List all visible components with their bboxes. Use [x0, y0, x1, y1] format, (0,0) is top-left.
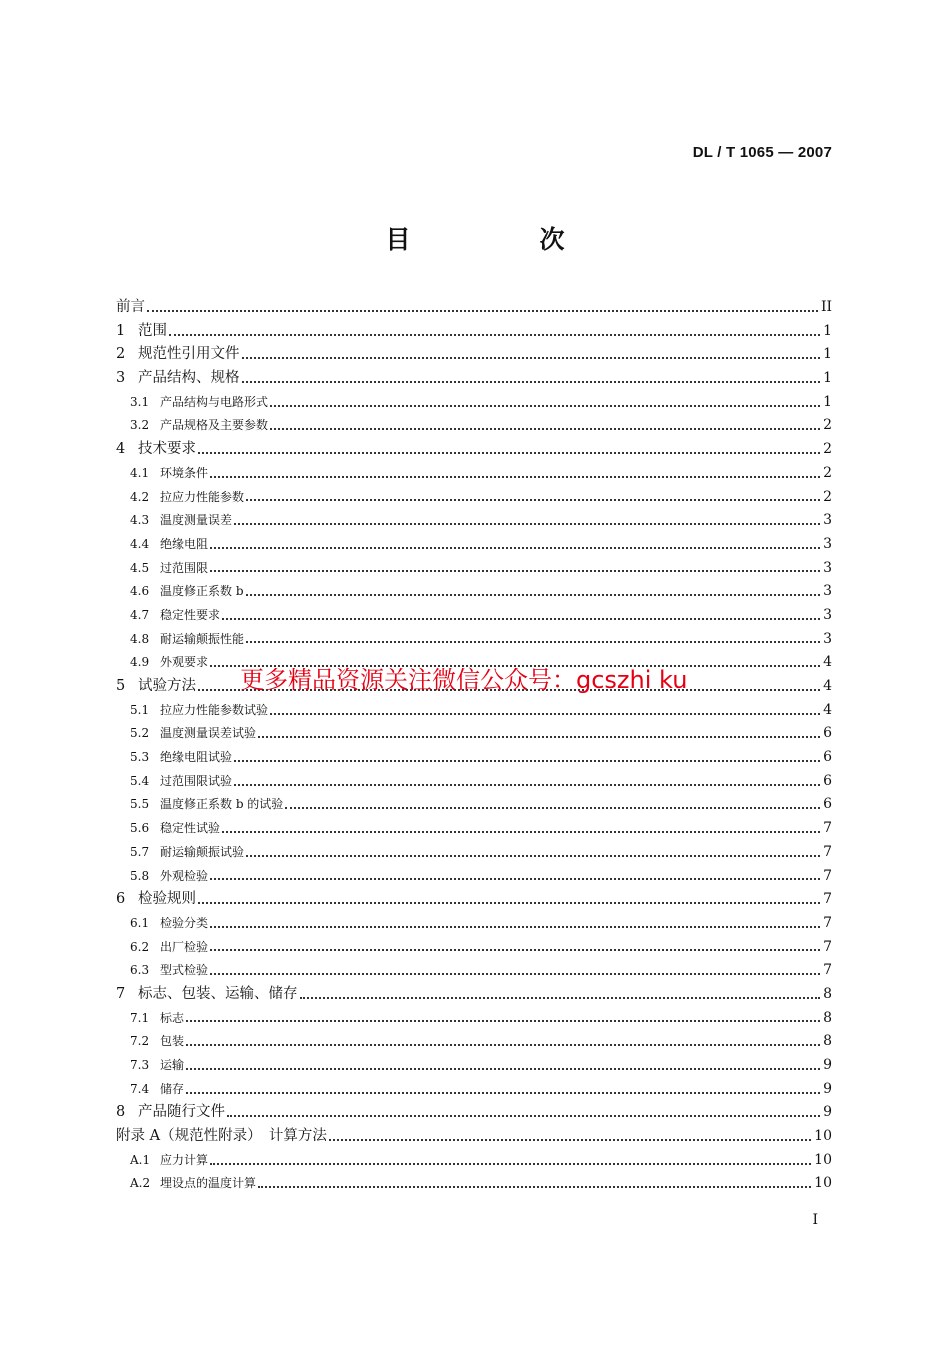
toc-entry-page: 1 [823, 322, 832, 339]
toc-entry [116, 486, 832, 510]
toc-entry-page: 2 [823, 441, 832, 458]
toc-entry-page: 3 [823, 606, 832, 623]
toc-entry [116, 438, 832, 462]
toc-entry [116, 1101, 832, 1125]
toc-entry-label: 环境条件 [160, 465, 209, 480]
toc-entry-label: 过范围限 [160, 560, 209, 575]
toc-entry-page: 7 [823, 914, 832, 931]
toc-entry-number: 7.3 [130, 1058, 150, 1072]
toc-leader-dots [186, 1083, 820, 1097]
toc-entry [116, 699, 832, 723]
toc-leader-dots [246, 585, 821, 599]
toc-entry-page: 8 [823, 1009, 832, 1026]
toc-entry-number: 4.6 [130, 584, 150, 599]
toc-leader-dots [270, 396, 820, 410]
toc-entry-label: 耐运输颠振性能 [160, 631, 245, 646]
toc-entry-page: 1 [823, 393, 832, 410]
toc-entry [116, 604, 832, 628]
toc-entry [116, 1054, 832, 1078]
toc-entry-number: 5.6 [130, 821, 150, 836]
toc-entry [116, 320, 832, 344]
toc-entry-label: 型式检验 [160, 963, 209, 978]
toc-entry-label: 拉应力性能参数 [160, 489, 245, 504]
toc-entry-page: 6 [823, 725, 832, 742]
toc-entry [116, 936, 832, 960]
toc-leader-dots [210, 538, 820, 552]
toc-entry-number: 5.2 [130, 726, 150, 741]
toc-entry-page: 7 [823, 867, 832, 884]
toc-entry-number: 6.2 [130, 939, 150, 954]
toc-leader-dots [210, 917, 820, 931]
toc-entry-number: 7.4 [130, 1081, 150, 1096]
toc-leader-dots [210, 467, 820, 481]
toc-entry-page: II [820, 299, 832, 315]
toc-entry-number: 6 [116, 891, 126, 908]
toc-leader-dots [210, 964, 820, 978]
toc-leader-dots [246, 490, 820, 504]
toc-leader-dots [147, 301, 818, 315]
toc-entry [116, 1172, 832, 1196]
toc-entry [116, 580, 832, 604]
toc-entry [116, 343, 832, 367]
toc-leader-dots [198, 443, 820, 457]
toc-entry [116, 533, 832, 557]
toc-entry-number: 5.8 [130, 868, 150, 883]
toc-entry-label: 拉应力性能参数试验 [160, 702, 269, 717]
toc-entry-number: 4.5 [130, 560, 150, 575]
toc-entry-label: 范围 [138, 322, 167, 339]
toc-entry-page: 9 [823, 1080, 832, 1097]
toc-entry-page: 7 [823, 891, 832, 908]
toc-entry [116, 959, 832, 983]
toc-entry-number: 3 [116, 370, 126, 387]
toc-entry [116, 841, 832, 865]
toc-entry-label: 产品规格及主要参数 [160, 418, 269, 433]
toc-entry-label: 技术要求 [138, 441, 196, 458]
toc-entry-label: 温度测量误差试验 [160, 726, 257, 741]
toc-entry-page: 8 [823, 1033, 832, 1050]
toc-entry-label: 温度修正系数 b 的试验 [160, 797, 284, 812]
toc-entry-number: 5.5 [130, 797, 150, 812]
toc-leader-dots [210, 869, 820, 883]
toc-entry [116, 391, 832, 415]
toc-entry-page: 4 [823, 701, 832, 718]
toc-leader-dots [300, 988, 821, 1002]
toc-entry-label: 温度测量误差 [160, 513, 233, 528]
toc-leader-dots [210, 940, 820, 954]
toc-entry-label: 稳定性试验 [160, 821, 221, 836]
toc-entry-label: 产品结构、规格 [138, 370, 240, 387]
toc-entry-page: 7 [823, 820, 832, 837]
toc-entry-page: 8 [823, 985, 832, 1002]
toc-entry-label: 试验方法 [138, 678, 196, 694]
toc-entry-label: 绝缘电阻 [160, 536, 209, 551]
toc-entry-page: 6 [823, 796, 832, 813]
toc-leader-dots [258, 727, 820, 741]
toc-entry-label: 运输 [160, 1058, 185, 1072]
toc-entry-number: 7.2 [130, 1034, 150, 1049]
toc-entry-number: 3.2 [130, 418, 150, 433]
toc-entry-number: 7.1 [130, 1010, 150, 1025]
toc-leader-dots [242, 372, 821, 386]
toc-leader-dots [258, 1177, 811, 1191]
toc-entry [116, 793, 832, 817]
toc-entry-number: 7 [116, 985, 126, 1002]
toc-entry-label: 绝缘电阻试验 [160, 750, 233, 765]
toc-entry [116, 1078, 832, 1102]
toc-leader-dots [234, 751, 820, 765]
toc-entry-label: 埋设点的温度计算 [160, 1176, 257, 1191]
toc-entry-number: A.1 [130, 1152, 151, 1167]
toc-entry [116, 722, 832, 746]
toc-leader-dots [242, 348, 821, 362]
toc-entry-label: 外观检验 [160, 868, 209, 883]
toc-entry-number: 2 [116, 346, 126, 363]
toc-leader-dots [329, 1130, 811, 1144]
toc-entry-number: 4.7 [130, 607, 150, 622]
toc-leader-dots [234, 775, 820, 789]
toc-entry-page: 1 [823, 370, 832, 387]
toc-leader-dots [198, 893, 820, 907]
table-of-contents [116, 296, 832, 1196]
toc-leader-dots [222, 609, 820, 623]
toc-leader-dots [227, 1106, 820, 1120]
toc-entry-number: 1 [116, 322, 126, 339]
toc-entry [116, 865, 832, 889]
toc-entry-number: 5.7 [130, 844, 150, 859]
toc-entry [116, 367, 832, 391]
toc-entry-label: 储存 [160, 1081, 185, 1096]
toc-entry-label: 耐运输颠振试验 [160, 844, 245, 859]
toc-entry [116, 1030, 832, 1054]
toc-entry-number: 5 [116, 678, 126, 694]
toc-entry-label: 前言 [116, 299, 145, 315]
toc-leader-dots [186, 1035, 820, 1049]
toc-entry-label: 标志 [160, 1010, 185, 1025]
toc-leader-dots [270, 704, 820, 718]
toc-entry [116, 628, 832, 652]
toc-entry-label: 检验规则 [138, 891, 196, 908]
standard-code: DL / T 1065 — 2007 [692, 144, 832, 161]
toc-leader-dots [210, 561, 820, 575]
toc-entry-page: 4 [823, 678, 832, 694]
toc-entry-number: 4.2 [130, 489, 150, 504]
toc-leader-dots [285, 798, 820, 812]
toc-entry-number: 5.3 [130, 750, 150, 765]
toc-leader-dots [246, 846, 820, 860]
toc-entry-number: 4.3 [130, 513, 150, 528]
toc-entry [116, 817, 832, 841]
toc-entry-page: 1 [823, 346, 832, 363]
toc-entry-page: 3 [823, 535, 832, 552]
toc-entry-number: 8 [116, 1104, 126, 1121]
toc-entry-page: 4 [823, 654, 832, 671]
toc-entry-page: 2 [823, 488, 832, 505]
toc-leader-dots [270, 419, 820, 433]
toc-entry [116, 1125, 832, 1149]
toc-entry-number: 6.3 [130, 963, 150, 978]
toc-entry [116, 983, 832, 1007]
toc-entry-page: 3 [823, 630, 832, 647]
toc-entry-label: 外观要求 [160, 655, 209, 670]
toc-entry [116, 770, 832, 794]
toc-entry-number: 4.9 [130, 655, 150, 670]
watermark-text: 更多精品资源关注微信公众号：gcszhi ku [240, 666, 688, 694]
toc-entry [116, 509, 832, 533]
toc-entry [116, 414, 832, 438]
toc-entry-page: 10 [814, 1128, 832, 1145]
toc-entry-page: 10 [814, 1175, 832, 1192]
toc-entry-number: 4 [116, 441, 126, 458]
toc-leader-dots [210, 1154, 811, 1168]
toc-entry-number: 4.1 [130, 465, 150, 480]
toc-entry-page: 3 [823, 559, 832, 576]
toc-entry-label: 过范围限试验 [160, 773, 233, 788]
toc-entry-label: 温度修正系数 b [160, 584, 244, 599]
toc-leader-dots [186, 1059, 820, 1073]
toc-entry-label: 出厂检验 [160, 939, 209, 954]
toc-leader-dots [234, 514, 820, 528]
toc-entry [116, 1149, 832, 1173]
toc-entry-number: A.2 [130, 1176, 151, 1191]
toc-leader-dots [186, 1011, 820, 1025]
toc-entry-number: 3.1 [130, 394, 150, 409]
toc-entry-label: 规范性引用文件 [138, 346, 240, 363]
toc-entry-page: 2 [823, 417, 832, 434]
toc-entry-label: 稳定性要求 [160, 607, 221, 622]
toc-leader-dots [169, 325, 820, 339]
toc-entry [116, 888, 832, 912]
toc-entry-page: 2 [823, 464, 832, 481]
toc-entry [116, 557, 832, 581]
toc-entry-number: 6.1 [130, 915, 150, 930]
toc-entry [116, 746, 832, 770]
toc-entry-label: 产品结构与电路形式 [160, 394, 269, 409]
toc-entry-number: 5.4 [130, 773, 150, 788]
toc-entry-page: 3 [823, 583, 832, 600]
toc-entry [116, 1007, 832, 1031]
toc-entry-label: 应力计算 [160, 1152, 209, 1167]
toc-leader-dots [222, 822, 820, 836]
toc-entry-page: 9 [823, 1104, 832, 1121]
toc-leader-dots [246, 632, 820, 646]
toc-entry [116, 296, 832, 320]
toc-entry-label: 包装 [160, 1034, 185, 1049]
toc-entry-number: 4.4 [130, 536, 150, 551]
toc-entry-label: 检验分类 [160, 915, 209, 930]
toc-entry-label: 附录 A（规范性附录） 计算方法 [116, 1128, 327, 1145]
toc-entry-page: 7 [823, 843, 832, 860]
toc-entry-page: 3 [823, 512, 832, 529]
toc-entry-number: 5.1 [130, 702, 150, 717]
toc-entry-page: 7 [823, 962, 832, 979]
toc-entry-page: 10 [814, 1151, 832, 1168]
toc-entry-page: 9 [823, 1057, 832, 1073]
toc-entry-label: 产品随行文件 [138, 1104, 225, 1121]
toc-entry [116, 912, 832, 936]
toc-entry-page: 6 [823, 749, 832, 766]
page-title: 目 次 [385, 225, 617, 254]
toc-entry-label: 标志、包装、运输、储存 [138, 985, 298, 1002]
toc-entry-page: 6 [823, 772, 832, 789]
toc-entry-page: 7 [823, 938, 832, 955]
toc-entry [116, 462, 832, 486]
footer-page-number: I [812, 1212, 818, 1228]
toc-entry-number: 4.8 [130, 631, 150, 646]
